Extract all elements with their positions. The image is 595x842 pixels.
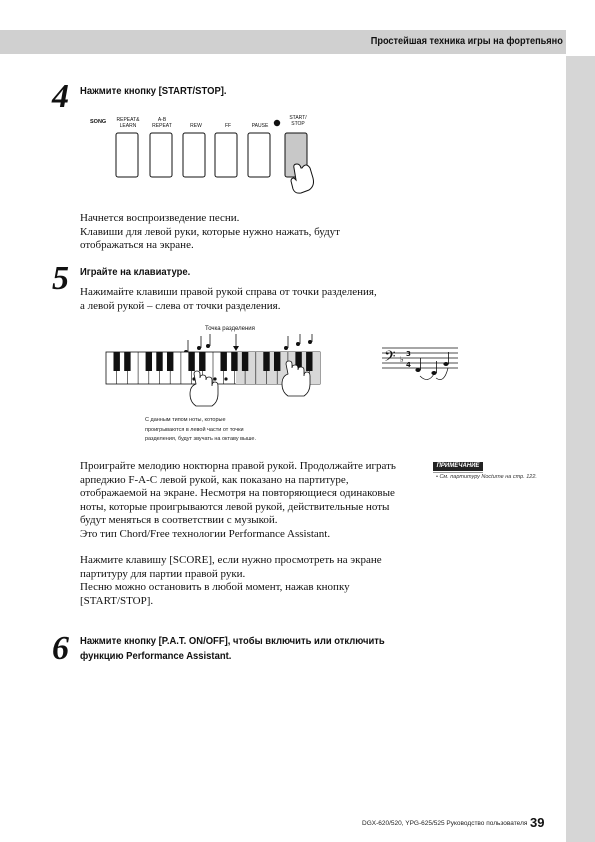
black-key [199,352,205,371]
repeat-learn-button [116,133,138,177]
step-5-para1-line-1: Проиграйте мелодию ноктюрна правой рукой. Продолжайте играть [80,460,396,472]
panel-buttons-graphic [110,116,330,196]
bass-staff-illustration [380,340,460,390]
step-4-number: 4 [52,78,69,115]
step-5-para2-line-3: Песню можно остановить в любой момент, нажав кнопку [80,581,350,593]
black-key [167,352,173,371]
step-5-title: Играйте на клавиатуре. [80,266,191,278]
flat-sign-icon: ♭ [400,355,404,364]
panel-label-repeat-learn: REPEAT& LEARN [116,117,140,129]
rew-button [183,133,205,177]
step-5-para1-line-4: ноты, которые проигрываются левой рукой, действительные ноты [80,500,390,513]
black-key [124,352,130,371]
page-number: 39 [530,815,545,830]
black-key [188,352,194,371]
step-4-title: Нажмите кнопку [START/STOP]. [80,85,227,97]
step-4-body-line-2: Клавиши для левой руки, которые нужно нажать, будут [80,225,340,238]
step-5-para1-line-3: отображаемой на экране. Несмотря на повторяющиеся одинаковые [80,487,395,499]
step-4-body-line-1: Начнется воспроизведение песни. [80,212,240,224]
step-6-number: 6 [52,630,69,667]
footer-manual-title: DGX-620/520, YPG-625/525 Руководство пользователя [362,820,528,827]
step-6-title-line-1: Нажмите кнопку [P.A.T. ON/OFF], чтобы включить или отключить [80,635,385,647]
time-sig-bottom: 4 [406,361,411,369]
step-5-number: 5 [52,260,69,297]
music-notes-icon [184,334,312,354]
step-5-body-line-2: а левой рукой – слева от точки разделения. [80,299,281,312]
staff-notes-icon [415,352,448,375]
black-key [113,352,119,371]
black-key [306,352,312,371]
black-key [274,352,280,371]
split-point-arrow-icon [233,346,239,351]
ab-repeat-button [150,133,172,177]
note-text: • См. партитуру Nocturne на стр. 122. [436,474,537,480]
panel-label-ab-repeat: A-B REPEAT [152,117,172,129]
black-key [220,352,226,371]
step-6-title-line-2: функцию Performance Assistant. [80,650,232,662]
step-5-body-line-1: Нажимайте клавиши правой рукой справа от точки разделения, [80,286,377,298]
note-divider [433,472,483,473]
step-5-para2-line-2: партитуру для партии правой руки. [80,567,246,580]
panel-label-ff: FF [224,123,232,129]
keyboard-illustration [100,334,330,414]
black-key [231,352,237,371]
step-5-para1-line-6: Это тип Chord/Free технологии Performance Assistant. [80,527,331,540]
black-key [146,352,152,371]
bass-clef-icon: 𝄢 [384,348,396,369]
ff-button [215,133,237,177]
step-5-para1-line-2: арпеджио F-A-C левой рукой, как показано на партитуре, [80,473,349,486]
pause-button [248,133,270,177]
start-indicator-dot [274,120,280,126]
keyboard-caption: С данным типом ноты, которые проигрываются в левой части от точки разделения, будут звучать на октаву выше. [145,417,256,442]
song-label: SONG [90,119,107,125]
black-key [156,352,162,371]
step-5-para2-line-1: Нажмите клавишу [SCORE], если нужно просмотреть на экране [80,554,382,566]
time-sig-top: 3 [406,350,411,358]
panel-label-pause: PAUSE [251,123,269,129]
step-5-para2-line-4: [START/STOP]. [80,594,154,607]
black-key [242,352,248,371]
pressing-finger-icon [291,164,314,193]
note-badge: ПРИМЕЧАНИЕ [433,462,483,471]
step-5-para1-line-5: будут меняться в соответствии с музыкой. [80,514,278,526]
split-point-label: Точка разделения [205,326,255,332]
panel-label-start-stop: START/ STOP [289,115,307,127]
step-4-body-line-3: отображаться на экране. [80,239,194,251]
panel-label-rew: REW [190,123,202,129]
black-key [263,352,269,371]
right-margin-strip [566,56,595,842]
page-header-title: Простейшая техника игры на фортепьяно [370,36,563,47]
